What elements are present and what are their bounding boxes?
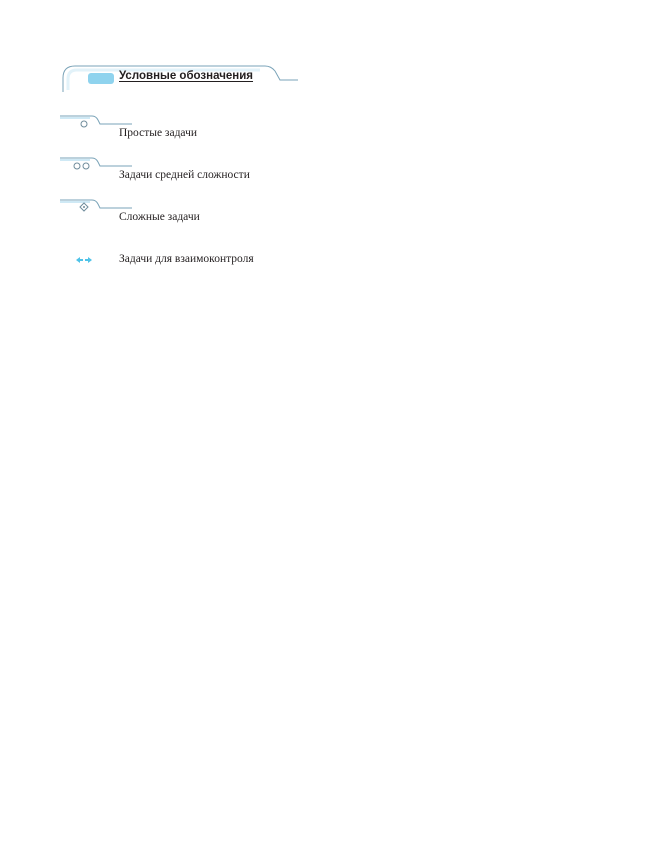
legend-item-medium [60,155,360,185]
legend-label: Задачи средней сложности [119,169,250,181]
single-circle-icon [81,121,87,127]
legend-item-hard [60,197,360,227]
page-title: Условные обозначения [119,70,254,82]
header-marker-icon [88,73,114,84]
legend-header [60,60,300,100]
legend-item-mutual-control [60,250,360,280]
legend-label: Простые задачи [119,127,198,139]
double-circle-icon [74,163,80,169]
legend-label: Сложные задачи [119,211,200,223]
legend-item-simple [60,113,360,143]
legend-label: Задачи для взаимоконтроля [119,253,254,265]
